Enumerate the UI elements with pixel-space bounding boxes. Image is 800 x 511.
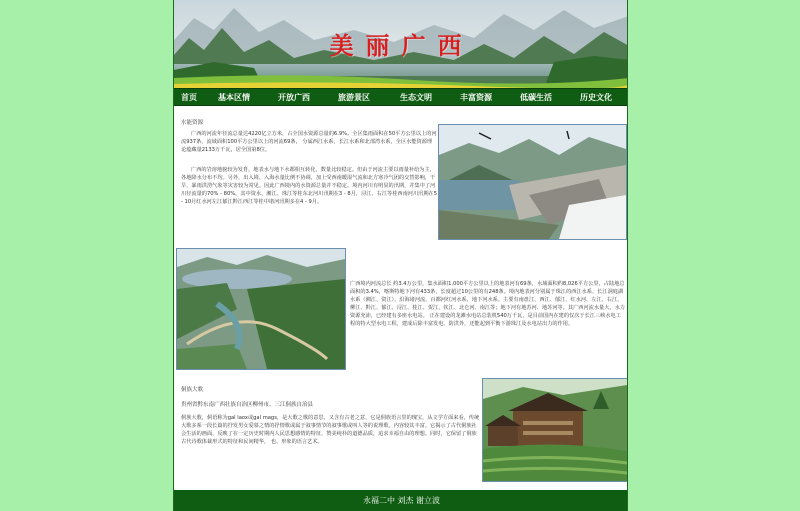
nav-item-history[interactable]: 历史文化: [580, 92, 612, 102]
main-content: [174, 108, 628, 488]
footer: [174, 490, 628, 511]
section-title-hydropower: 水能资源: [181, 120, 204, 126]
nav-item-open-guangxi[interactable]: 开放广西: [278, 92, 310, 102]
section-subtitle-location: 贵州省黔东南广西壮族自治区柳州市、三江侗族自治县: [181, 402, 314, 408]
nav-item-basic-info[interactable]: 基本区情: [218, 92, 250, 102]
nav-item-ecology[interactable]: 生态文明: [400, 92, 432, 102]
reservoir-photo: [176, 248, 346, 370]
main-nav: [174, 88, 628, 106]
nav-item-resources[interactable]: 丰富资源: [460, 92, 492, 102]
paragraph-river-length: 广西境内河流总长 约3.4万公里，集水面积1,000平方公里以上的地表河有69条，水域面积约8,026平方公里，占陆地总面积的3.4%，喀斯特地下河有433条，长度超过10公里的有248条。境内地表河分别属于珠江的西江水系、长江洞庭湖水系（湘江、资江）、沿海诸河流、百都河红河水系，地下河水系。主要有南盘江、西江、郁江、红水河、左江、右江、柳江、黔江、郁江、浔江、桂江、贺江、钦江、北仑河、南江等；地下河有地苏河、地苏河等。其广西河流水量大，水力资源充沛，已经建有多座水电站。 正在建设的龙滩水电站总装机540万千瓦，是目前国内在建的仅次于长江三峡水电工程的特大型水电工程，建成后除丰富发电、防洪外，还能起到平衡下游珠江及水电站出力的作用。: [350, 281, 625, 327]
nav-item-tourism[interactable]: 旅游景区: [338, 92, 370, 102]
site-title: 美丽广西: [329, 31, 474, 60]
village-photo: [482, 378, 628, 482]
dam-photo: [438, 124, 627, 240]
paragraph-karst: 广西的岩溶地貌较为发育，地表水与地下水都相互转化，数量比较稳定。但由于河流主要以雨量补给为主，各地降水分布不均。另外，出入境、入海水量比例不协调，加上受西南暖湿气流和北方寒冷气团的交替影响，干旱、暴雨洪涝气象等灾害较为常见。因此广西境内的水资源总量并不稳定。境内河川有明显的汛期，并集中了河川径流量的70% - 80%，其中资水、湘江、珠江等桂东北河川汛期在3 - 8月，浔江、右江等桂西南河川汛期在5 - 10月红水河左江郁江黔江西江等桂中诸河汛期多在4 - 9月。: [181, 167, 437, 205]
nav-item-home[interactable]: 首页: [181, 92, 197, 102]
page-container: [173, 0, 628, 511]
paragraph-river-flow: 广西的河流年径流总量达4220亿立方米，占全国水资源总量的6.9%。全区集雨面积在50平方公里以上的河 流937条，流域面积100平方公里以上的河流69条， 分属西江水系，长江水系和北部湾水系，全区水能资源理论蕴藏量2133万千瓦，居全国第8位。: [181, 131, 437, 153]
header-banner: [174, 0, 628, 88]
nav-item-low-carbon[interactable]: 低碳生活: [520, 92, 552, 102]
footer-credits: 永福二中 刘杰 谢立波: [362, 496, 441, 505]
paragraph-dong-song: 侗族大歌，侗语称为gal laox或gal mags，是大歌之歌的意思，又含有古老之意，它是侗族语言里的瑰宝，从文学方面来看，传统大歌多系一段长篇的抒发男女爱慕之情的抒情歌或属于叙事情节的叙事歌或叫人等的说理歌，内容较其丰富。它揭示了古代侗族社会生活的画面，反映了在一定历史时期内人民思想感情的特征，赞美纯朴的道德品质，追求幸福自由的理想。同时，它保留了侗族古代诗歌体裁形式的特征和民间精华， 也、形象的语言艺术。: [181, 415, 480, 445]
section-title-dong-song: 侗族大歌: [181, 387, 204, 393]
